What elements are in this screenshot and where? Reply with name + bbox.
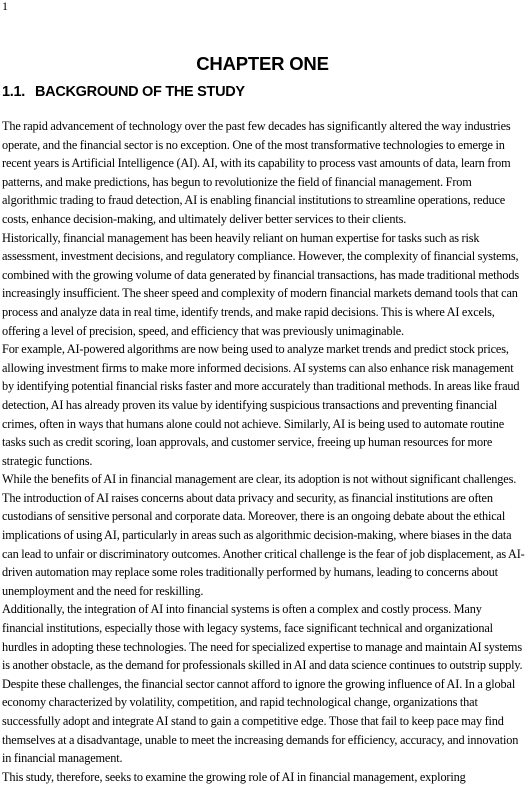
body-text [2,117,525,786]
paragraph: Additionally, the integration of AI into financial systems is often a complex and costly process. Many financial institutions, especially those with legacy systems, face significant technical and organizational hurdles in adopting these technologies. The need for specialized expertise to manage and maintain AI systems is another obstacle, as the demand for professionals skilled in AI and data science continues to outstrip supply. [2,602,523,673]
paragraph: The rapid advancement of technology over the past few decades has significantly altered the way industries operate, and the financial sector is no exception. One of the most transformative technologies to emerge in recent years is Artificial Intelligence (AI). AI, with its capability to process vast amounts of data, learn from patterns, and make predictions, has begun to revolutionize the field of financial management. From algorithmic trading to fraud detection, AI is enabling financial institutions to streamline operations, reduce costs, enhance decision-making, and ultimately deliver better services to their clients. [2,119,511,226]
paragraph: Historically, financial management has been heavily reliant on human expertise for tasks such as risk assessment, investment decisions, and regulatory compliance. However, the complexity of financial systems, combined with the growing volume of data generated by financial transactions, has made traditional methods increasingly insufficient. The sheer speed and complexity of modern financial markets demand tools that can process and analyze data in real time, identify trends, and make rapid decisions. This is where AI excels, offering a level of precision, speed, and efficiency that was previously unimaginable. [2,230,520,338]
paragraph: This study, therefore, seeks to examine the growing role of AI in financial management, exploring [2,769,466,784]
section-number: 1.1. [2,84,25,100]
section-heading [2,82,245,102]
paragraph: Despite these challenges, the financial sector cannot afford to ignore the growing influence of AI. In a global economy characterized by volatility, competition, and rapid technological change, organizations that successfully adopt and integrate AI stand to gain a competitive edge. Those that fail to keep pace may find themselves at a disadvantage, unable to meet the increasing demands for efficiency, accuracy, and innovation in financial management. [2,676,519,766]
paragraph: For example, AI-powered algorithms are now being used to analyze market trends and predict stock prices, allowing investment firms to make more informed decisions. AI systems can also enhance risk management by identifying potential financial risks faster and more accurately than traditional methods. In areas like fraud detection, AI has already proven its value by identifying suspicious transactions and preventing financial crimes, often in ways that humans alone could not achieve. Similarly, AI is being used to automate routine tasks such as credit scoring, loan approvals, and customer service, freeing up human resources for more strategic functions. [2,342,520,468]
page-number: 1 [2,0,8,13]
paragraph: While the benefits of AI in financial management are clear, its adoption is not without significant challenges. The introduction of AI raises concerns about data privacy and security, as financial institutions are often custodians of sensitive personal and corporate data. Moreover, there is an ongoing debate about the ethical implications of using AI, particularly in areas such as algorithmic decision-making, where biases in the data can lead to unfair or discriminatory outcomes. Another critical challenge is the fear of job displacement, as AI-driven automation may replace some roles traditionally performed by humans, leading to concerns about unemployment and the need for reskilling. [2,472,525,598]
section-title: BACKGROUND OF THE STUDY [35,84,245,100]
chapter-title: CHAPTER ONE [196,53,329,74]
